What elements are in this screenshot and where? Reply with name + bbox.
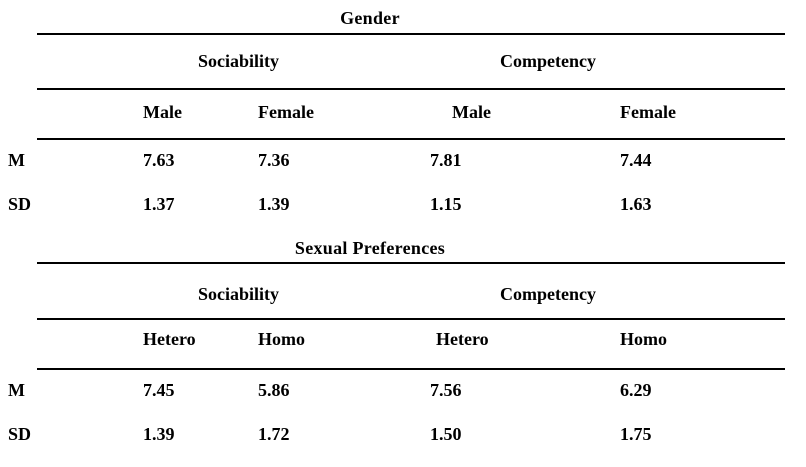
stats-table-gender <box>0 0 806 232</box>
group-header-sociability: Sociability <box>198 51 280 71</box>
group-header-row <box>0 35 806 88</box>
sd-value: 1.39 <box>143 424 175 444</box>
column-header-sociability-homo: Homo <box>258 329 305 349</box>
row-label-mean: M <box>8 150 25 170</box>
table-row-mean <box>0 370 806 416</box>
mean-value: 7.81 <box>430 150 462 170</box>
mean-value: 5.86 <box>258 380 290 400</box>
mean-value: 6.29 <box>620 380 652 400</box>
column-header-competency-female: Female <box>620 102 676 122</box>
stub-spacer <box>8 102 140 138</box>
table-row-sd <box>0 416 806 461</box>
mean-value: 7.56 <box>430 380 462 400</box>
sd-value: 1.72 <box>258 424 290 444</box>
sd-value: 1.15 <box>430 194 462 214</box>
stub-spacer <box>8 329 140 368</box>
column-header-competency-homo: Homo <box>620 329 667 349</box>
mean-value: 7.45 <box>143 380 175 400</box>
mean-value: 7.36 <box>258 150 290 170</box>
sd-value: 1.37 <box>143 194 175 214</box>
column-header-row <box>0 320 806 368</box>
table-row-sd <box>0 187 806 232</box>
group-header-competency: Competency <box>500 51 596 71</box>
row-label-mean: M <box>8 380 25 400</box>
sd-value: 1.39 <box>258 194 290 214</box>
mean-value: 7.63 <box>143 150 175 170</box>
sd-value: 1.50 <box>430 424 462 444</box>
column-header-sociability-female: Female <box>258 102 314 122</box>
column-header-competency-hetero: Hetero <box>436 329 489 349</box>
group-header-competency: Competency <box>500 284 596 304</box>
column-header-competency-male: Male <box>452 102 491 122</box>
group-header-sociability: Sociability <box>198 284 280 304</box>
mean-value: 7.44 <box>620 150 652 170</box>
sd-value: 1.63 <box>620 194 652 214</box>
table-row-mean <box>0 140 806 187</box>
column-header-sociability-male: Male <box>143 102 182 122</box>
column-header-sociability-hetero: Hetero <box>143 329 196 349</box>
column-header-row <box>0 90 806 138</box>
table-title: Sexual Preferences <box>294 238 446 258</box>
table-title: Gender <box>340 8 400 28</box>
row-label-sd: SD <box>8 194 32 214</box>
row-label-sd: SD <box>8 424 32 444</box>
stats-table-sexual-preferences <box>0 232 806 461</box>
group-header-row <box>0 264 806 318</box>
sd-value: 1.75 <box>620 424 652 444</box>
